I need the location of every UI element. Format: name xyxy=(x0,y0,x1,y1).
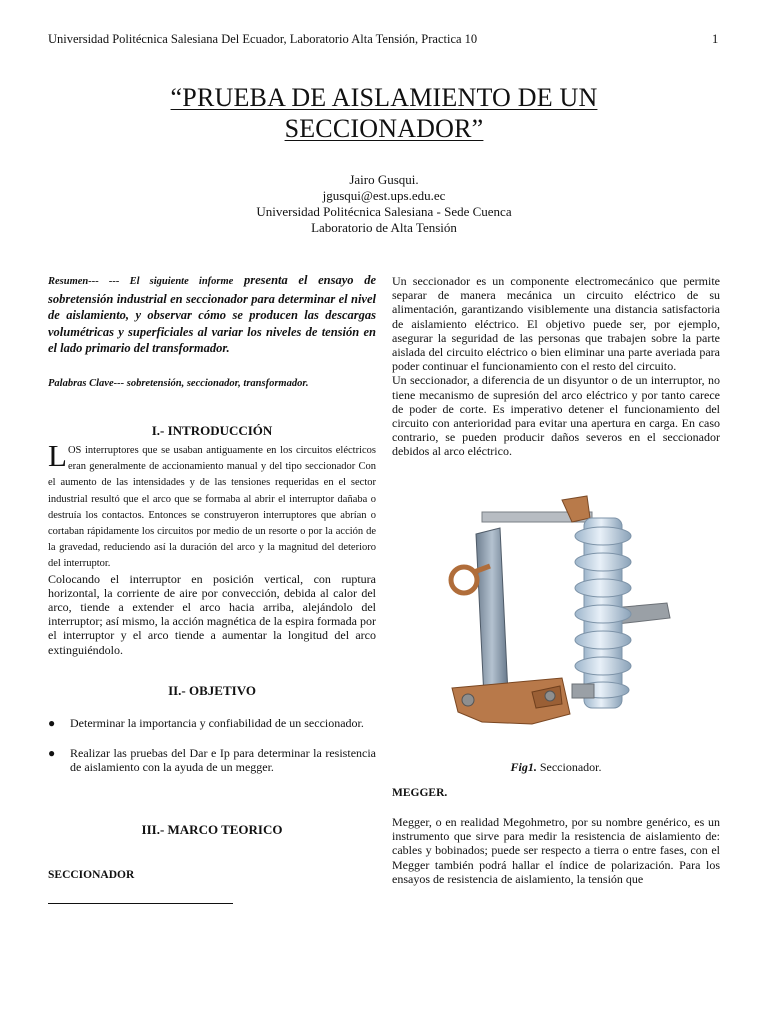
paper-title xyxy=(0,82,768,144)
list-item-text: Determinar la importancia y confiabilidad de un seccionador. xyxy=(70,716,364,730)
page-number: 1 xyxy=(712,32,719,46)
seccionador-illustration xyxy=(412,478,697,753)
figure-caption xyxy=(392,760,720,775)
author-lab: Laboratorio de Alta Tensión xyxy=(311,220,457,235)
seccionador-figure xyxy=(412,478,697,753)
right-paragraph-2: Un seccionador, a diferencia de un disyuntor o de un interruptor, no tiene mecanismo de supresión del arco eléctrico y por tanto carece de poder de corte. Es imperativo detener el funcionamiento del circuito con anterioridad para evitar una apertura en carga. En caso contrario, se pueden producir daños severos en el seccionador debidos al arco eléctrico. xyxy=(392,373,720,459)
intro-heading: I.- INTRODUCCIÓN xyxy=(151,423,273,438)
list-item xyxy=(48,746,376,774)
intro-dropcap: L xyxy=(48,438,67,473)
author-block xyxy=(0,172,768,236)
intro-body xyxy=(48,438,376,657)
abstract-lead: Resumen--- --- El siguiente informe xyxy=(48,276,234,287)
keywords: Palabras Clave--- sobretensión, seccionador, transformador. xyxy=(48,378,309,389)
megger-text: Megger, o en realidad Megohmetro, por su nombre genérico, es un instrumento que sirve para medir la resistencia de aislamiento de: cables y bobinados; puede ser respecto a tierra o entre fases, con el Megger también podrá hallar el índice de polarización. Para los ensayos de resistencia de aislamiento, la tensión que xyxy=(392,815,720,886)
author-affiliation: Universidad Politécnica Salesiana - Sede Cuenca xyxy=(256,204,512,219)
title-line-2: SECCIONADOR” xyxy=(284,114,484,143)
intro-paragraph-2: Colocando el interruptor en posición vertical, con ruptura horizontal, la corriente de aire por convección, debida al calor del arco, tiende a extender el arco hacia arriba, alejándolo del interruptor; así mismo, la acción magnética de la espira formada por el interruptor y el arco tiende a aumentar la longitud del arco extinguiéndolo. xyxy=(48,571,376,657)
list-item xyxy=(48,716,376,730)
seccionador-text xyxy=(392,274,720,459)
abstract-text: presenta el ensayo de sobretensión industrial en seccionador para determinar el nivel de aislamiento, y observar cómo se producen las descargas volumétricas y superficiales al variar los niveles de tensión en el lado primario del transformador. xyxy=(48,273,377,355)
figure-caption-text: Seccionador. xyxy=(536,760,602,774)
objective-list xyxy=(48,716,376,775)
theory-subheading: SECCIONADOR xyxy=(48,869,135,881)
right-paragraph-1: Un seccionador es un componente electromecánico que permite separar de manera mecánica un circuito eléctrico de su alimentación, garantizando visiblemente una distancia satisfactoria de aislamiento eléctrico. El objetivo puede ser, por ejemplo, asegurar la seguridad de las personas que trabajen sobre la parte aislada del circuito eléctrico o bien eliminar una parte averiada para poder continuar el funcionamiento con el resto del circuito. xyxy=(392,274,720,374)
list-item-text: Realizar las pruebas del Dar e Ip para determinar la resistencia de aislamiento con la ayuda de un megger. xyxy=(70,746,376,775)
bullet-icon: ● xyxy=(48,716,56,730)
footnote-rule xyxy=(48,903,233,904)
running-header: Universidad Politécnica Salesiana Del Ecuador, Laboratorio Alta Tensión, Practica 10 xyxy=(48,32,478,46)
title-line-1: “PRUEBA DE AISLAMIENTO DE UN xyxy=(170,83,598,112)
theory-heading: III.- MARCO TEORICO xyxy=(141,822,283,837)
bullet-icon: ● xyxy=(48,746,56,761)
intro-paragraph-1: OS interruptores que se usaban antiguamente en los circuitos eléctricos eran generalmente de accionamiento manual y del tipo seccionador Con el aumento de las intensidades y de las tensiones requeridas en el sector industrial resultó que el arco que se formaba al abrir el interruptor dañaba o destruía los contactos. Entonces se construyeron interruptores que abrían o cortaban rápidamente los circuitos por medio de un resorte o por la acción de la gravedad, reduciendo así la duración del arco y la magnitud del deterioro del interruptor. xyxy=(48,445,376,570)
author-email: jgusqui@est.ups.edu.ec xyxy=(322,188,446,203)
figure-label: Fig1. xyxy=(510,760,537,774)
megger-heading: MEGGER. xyxy=(392,787,448,799)
objective-heading: II.- OBJETIVO xyxy=(168,683,256,698)
author-name: Jairo Gusqui. xyxy=(349,172,419,187)
abstract xyxy=(48,272,376,357)
